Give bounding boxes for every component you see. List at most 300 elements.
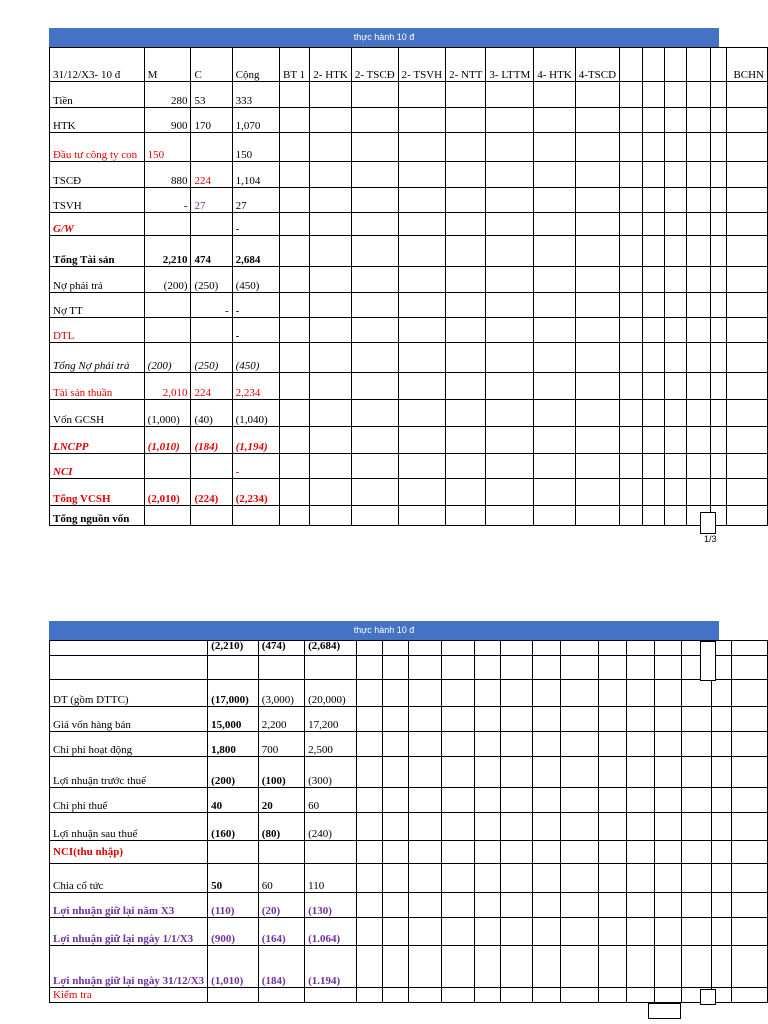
col-header-c: C [191,48,232,82]
empty-cell [642,133,665,162]
empty-cell [408,732,441,757]
empty-cell [533,841,561,864]
is-m-cell: 50 [208,864,259,893]
empty-cell [533,788,561,813]
empty-cell [682,757,712,788]
bs-c-cell: (250) [191,343,232,373]
empty-cell [446,293,486,318]
empty-cell [310,479,352,506]
is-row [50,680,768,707]
empty-cell [598,641,626,656]
empty-cell [620,236,643,267]
adj-header: 2- HTK [310,48,352,82]
bs-c-cell: (224) [191,479,232,506]
empty-cell [561,656,598,680]
empty-cell [442,707,475,732]
empty-cell [475,757,501,788]
empty-cell [655,946,682,988]
empty-cell [711,162,727,188]
empty-cell [356,707,383,732]
empty-cell [383,893,409,918]
empty-cell [727,400,768,427]
empty-cell [383,641,409,656]
empty-cell [620,400,643,427]
is-label-cell: Lợi nhuận giữ lại ngày 1/1/X3 [50,918,208,946]
empty-cell [446,479,486,506]
is-total-cell: (1.064) [305,918,356,946]
empty-cell [598,946,626,988]
empty-cell [408,680,441,707]
col-header-total: Cộng [232,48,279,82]
income-statement-table [49,640,768,1003]
empty-cell [575,373,619,400]
empty-cell [655,988,682,1003]
empty-cell [351,343,398,373]
bs-c-cell [191,133,232,162]
empty-cell [655,864,682,893]
bs-label-cell: Tổng Tài sản [50,236,145,267]
empty-cell [533,656,561,680]
adj-header: 3- LTTM [486,48,534,82]
empty-cell [398,506,445,526]
empty-cell [310,267,352,293]
empty-cell [475,707,501,732]
empty-cell [575,293,619,318]
empty-cell [534,293,576,318]
empty-cell [655,893,682,918]
empty-cell [712,864,731,893]
empty-cell [351,236,398,267]
empty-cell [665,133,687,162]
empty-cell [620,318,643,343]
empty-cell [561,988,598,1003]
empty-cell [626,732,654,757]
empty-cell [626,707,654,732]
empty-cell [687,267,711,293]
empty-cell [727,506,768,526]
bs-row [50,213,768,236]
bs-label-cell: TSCĐ [50,162,145,188]
is-c-cell: (164) [258,918,304,946]
empty-cell [446,318,486,343]
is-total-cell: (2,684) [305,641,356,656]
empty-cell [534,213,576,236]
empty-cell [533,918,561,946]
bs-total-cell: (1,194) [232,427,279,454]
empty-cell [533,864,561,893]
is-m-cell [208,988,259,1003]
is-m-cell: 40 [208,788,259,813]
empty-cell [682,946,712,988]
empty-cell [408,841,441,864]
empty-cell [398,373,445,400]
is-label-cell: DT (gồm DTTC) [50,680,208,707]
empty-cell [383,707,409,732]
is-total-cell: 60 [305,788,356,813]
is-total-cell: (300) [305,757,356,788]
empty-cell [687,162,711,188]
empty-cell [398,479,445,506]
empty-cell [598,788,626,813]
empty-cell [356,757,383,788]
bs-label-cell: LNCPP [50,427,145,454]
is-row [50,841,768,864]
empty-cell [626,893,654,918]
bs-m-cell: 280 [144,82,191,108]
bs-row [50,108,768,133]
empty-cell [398,343,445,373]
empty-cell [280,236,310,267]
empty-cell [446,506,486,526]
empty-cell [486,108,534,133]
empty-cell [731,656,767,680]
empty-cell [408,893,441,918]
empty-cell [486,343,534,373]
empty-cell [486,293,534,318]
empty-cell [383,732,409,757]
empty-cell [598,707,626,732]
empty-cell [280,82,310,108]
is-c-cell [258,988,304,1003]
is-total-cell: (130) [305,893,356,918]
empty-cell [711,236,727,267]
empty-cell [665,188,687,213]
empty-cell [727,267,768,293]
empty-cell [665,162,687,188]
empty-cell [475,641,501,656]
empty-cell [620,506,643,526]
empty-cell [731,788,767,813]
empty-cell [533,680,561,707]
empty-cell [280,454,310,479]
bs-total-cell [232,506,279,526]
empty-cell [486,373,534,400]
bs-c-cell: (184) [191,427,232,454]
empty-cell [655,841,682,864]
empty-cell [446,343,486,373]
empty-cell [351,133,398,162]
is-total-cell: (20,000) [305,680,356,707]
empty-cell [534,454,576,479]
empty-cell [398,454,445,479]
empty-cell [665,373,687,400]
empty-cell [575,427,619,454]
empty-cell [620,162,643,188]
empty-cell [711,454,727,479]
empty-cell [446,400,486,427]
is-label-cell: Lợi nhuận trước thuế [50,757,208,788]
bs-c-cell [191,318,232,343]
empty-cell [727,162,768,188]
empty-cell [486,82,534,108]
empty-cell [486,267,534,293]
empty-cell [712,788,731,813]
empty-cell [561,918,598,946]
bs-total-cell: 1,104 [232,162,279,188]
empty-cell [575,133,619,162]
is-m-cell: (17,000) [208,680,259,707]
empty-cell [642,82,665,108]
bs-m-cell: (200) [144,343,191,373]
empty-cell [442,656,475,680]
bs-label-cell: Tài sản thuần [50,373,145,400]
empty-cell [727,427,768,454]
empty-cell [534,108,576,133]
is-c-cell: 700 [258,732,304,757]
is-c-cell: (80) [258,813,304,841]
empty-cell [598,988,626,1003]
empty-cell [280,506,310,526]
empty-cell [310,373,352,400]
bs-m-cell [144,506,191,526]
bs-row [50,267,768,293]
empty-cell [351,318,398,343]
bs-row [50,236,768,267]
bs-m-cell [144,213,191,236]
empty-cell [534,427,576,454]
empty-cell [475,946,501,988]
empty-cell [561,680,598,707]
empty-cell [442,893,475,918]
bs-label-cell: Tổng nguồn vốn [50,506,145,526]
empty-cell [687,400,711,427]
empty-cell [398,82,445,108]
empty-cell [642,373,665,400]
empty-cell [446,108,486,133]
empty-cell [665,236,687,267]
empty-cell [280,162,310,188]
empty-cell [731,988,767,1003]
is-m-cell [208,656,259,680]
empty-cell [442,732,475,757]
empty-cell [687,427,711,454]
empty-cell [356,788,383,813]
empty-cell [486,188,534,213]
empty-cell [500,656,532,680]
bs-total-cell: (1,040) [232,400,279,427]
empty-cell [383,946,409,988]
empty-cell [398,162,445,188]
is-c-cell: (100) [258,757,304,788]
empty-cell [446,188,486,213]
empty-cell [620,133,643,162]
empty-cell [727,108,768,133]
empty-cell [642,213,665,236]
empty-cell [383,656,409,680]
empty-cell [682,680,712,707]
empty-cell [711,427,727,454]
empty-cell [727,82,768,108]
is-m-cell: (200) [208,757,259,788]
empty-cell [356,680,383,707]
empty-cell [712,707,731,732]
empty-cell [598,893,626,918]
bs-total-cell: (450) [232,267,279,293]
empty-cell [727,133,768,162]
empty-cell [642,454,665,479]
empty-cell [655,813,682,841]
empty-cell [534,343,576,373]
empty-cell [398,108,445,133]
empty-cell [500,641,532,656]
empty-cell [642,506,665,526]
bs-row [50,188,768,213]
is-row [50,707,768,732]
empty-cell [711,479,727,506]
bs-total-cell: 2,234 [232,373,279,400]
bs-total-cell: 2,684 [232,236,279,267]
is-row [50,893,768,918]
bs-m-cell [144,293,191,318]
empty-cell [655,707,682,732]
empty-cell [500,680,532,707]
empty-cell [711,213,727,236]
bs-total-cell: 150 [232,133,279,162]
is-c-cell: 20 [258,788,304,813]
adj-header: 2- TSCĐ [351,48,398,82]
empty-cell [711,133,727,162]
empty-cell [280,318,310,343]
adj-header: 2- NTT [446,48,486,82]
empty-cell [356,841,383,864]
empty-cell [731,707,767,732]
empty-cell [711,318,727,343]
is-total-cell: (1.194) [305,946,356,988]
empty-cell [561,707,598,732]
empty-cell [682,707,712,732]
empty-cell [280,188,310,213]
empty-cell [398,427,445,454]
bs-total-cell: (450) [232,343,279,373]
empty-cell [280,293,310,318]
is-label-cell: Giá vốn hàng bán [50,707,208,732]
empty-cell [598,918,626,946]
empty-cell [712,813,731,841]
empty-cell [727,293,768,318]
bs-label-cell: TSVH [50,188,145,213]
bs-row [50,293,768,318]
empty-cell [575,108,619,133]
empty-cell [575,82,619,108]
is-row [50,813,768,841]
empty-cell [712,841,731,864]
empty-cell [626,841,654,864]
empty-cell [351,506,398,526]
empty-cell [442,988,475,1003]
empty-cell [712,680,731,707]
empty-cell [280,343,310,373]
empty-cell [408,864,441,893]
empty-cell [642,267,665,293]
bs-c-cell: 170 [191,108,232,133]
empty-cell [534,162,576,188]
empty-cell [561,813,598,841]
empty-cell [731,893,767,918]
is-m-cell: (1,010) [208,946,259,988]
empty-cell [533,946,561,988]
empty-cell [620,479,643,506]
page-indicator: 1/3 [704,534,717,544]
empty-cell [561,864,598,893]
empty-cell [280,427,310,454]
bs-label-cell: NCI [50,454,145,479]
empty-cell [561,946,598,988]
empty-cell [356,732,383,757]
empty-cell [620,293,643,318]
bs-label-cell: DTL [50,318,145,343]
empty-cell [446,454,486,479]
bs-c-cell: 474 [191,236,232,267]
empty-cell [626,988,654,1003]
empty-cell [500,893,532,918]
bs-row [50,373,768,400]
empty-cell [280,267,310,293]
empty-cell [310,108,352,133]
empty-cell [727,454,768,479]
empty-cell [408,813,441,841]
empty-cell [727,188,768,213]
empty-cell [655,757,682,788]
empty-cell [682,732,712,757]
empty-cell [620,267,643,293]
empty-cell [626,757,654,788]
bs-m-cell [144,318,191,343]
empty-cell [446,213,486,236]
empty-cell [475,788,501,813]
empty-cell [383,757,409,788]
bs-row [50,343,768,373]
adj-header: BT 1 [280,48,310,82]
empty-cell [712,893,731,918]
small-cell-box [648,1003,681,1019]
empty-cell [446,162,486,188]
is-row [50,918,768,946]
empty-cell [310,82,352,108]
bs-row [50,400,768,427]
empty-cell [351,293,398,318]
empty-cell [408,656,441,680]
is-label-cell: Lợi nhuận giữ lại ngày 31/12/X3 [50,946,208,988]
empty-cell [620,108,643,133]
empty-cell [712,757,731,788]
empty-cell [475,680,501,707]
empty-cell [356,813,383,841]
is-label-cell [50,656,208,680]
empty-cell [280,213,310,236]
is-c-cell: (474) [258,641,304,656]
empty-cell [687,318,711,343]
empty-cell [500,813,532,841]
empty-cell [561,757,598,788]
empty-cell [534,318,576,343]
empty-cell [486,213,534,236]
empty-cell [351,82,398,108]
empty-cell [561,788,598,813]
is-c-cell: (3,000) [258,680,304,707]
empty-cell [310,236,352,267]
bs-row [50,162,768,188]
empty-cell [486,133,534,162]
empty-cell [351,373,398,400]
empty-cell [446,427,486,454]
empty-cell [442,757,475,788]
bs-label-cell: G/W [50,213,145,236]
empty-cell [711,108,727,133]
empty-cell [310,343,352,373]
empty-cell [711,373,727,400]
empty-cell [575,267,619,293]
empty-cell [398,318,445,343]
